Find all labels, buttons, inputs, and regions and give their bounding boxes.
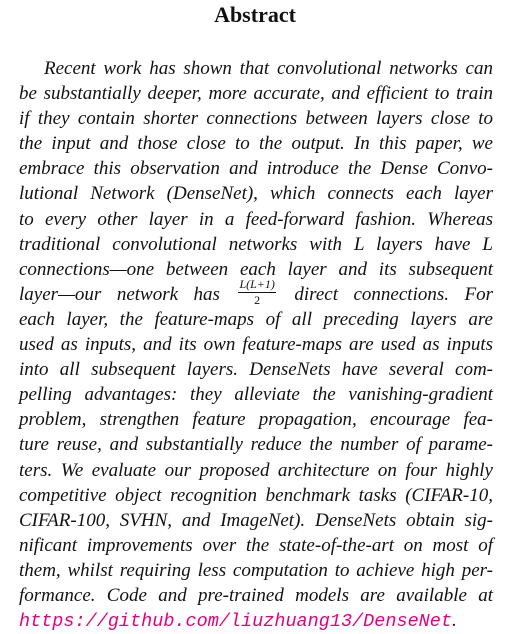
abstract-line: Recent work has shown that convolutional networks can xyxy=(44,58,493,79)
abstract-line: problem, strengthen feature propagation, encourage fea- xyxy=(19,409,493,431)
fraction-denominator: 2 xyxy=(254,292,261,307)
abstract-line: ture reuse, and substantially reduce the number of parame- xyxy=(19,434,493,456)
abstract-line: be substantially deeper, more accurate, and efficient to train xyxy=(19,83,493,105)
abstract-line-with-formula xyxy=(19,276,493,307)
abstract-line: nificant improvements over the state-of-the-art on most of xyxy=(19,534,493,556)
abstract-line: each layer, the feature-maps of all preceding layers are xyxy=(19,308,493,330)
abstract-line: embrace this observation and introduce the Dense Convo- xyxy=(19,158,493,180)
abstract-text-segment: direct connections. For xyxy=(294,283,493,305)
abstract-line: ters. We evaluate our proposed architecture on four highly xyxy=(19,459,493,481)
abstract-line: pelling advantages: they alleviate the vanishing-gradient xyxy=(19,384,493,406)
abstract-line: connections—one between each layer and its subsequent xyxy=(19,258,493,280)
abstract-line: used as inputs, and its own feature-maps are used as inputs xyxy=(19,334,493,356)
abstract-line: competitive object recognition benchmark tasks (CIFAR-10, xyxy=(19,484,493,506)
abstract-line: the input and those close to the output. In this paper, we xyxy=(19,133,493,155)
abstract-line: into all subsequent layers. DenseNets have several com- xyxy=(19,359,493,381)
abstract-text-segment: layer—our network has xyxy=(19,283,220,305)
abstract-line: if they contain shorter connections between layers close to xyxy=(19,108,493,130)
abstract-body xyxy=(19,56,493,633)
fraction-formula xyxy=(238,278,275,307)
code-repository-link[interactable]: https://github.com/liuzhuang13/DenseNet xyxy=(19,611,452,633)
abstract-line-url xyxy=(19,608,493,633)
abstract-line: lutional Network (DenseNet), which connects each layer xyxy=(19,183,493,205)
abstract-line: formance. Code and pre-trained models are available at xyxy=(19,584,493,606)
abstract-line: traditional convolutional networks with L layers have L xyxy=(19,233,493,255)
abstract-line: them, whilst requiring less computation to achieve high per- xyxy=(19,559,493,581)
sentence-period: . xyxy=(451,610,457,632)
abstract-line: CIFAR-100, SVHN, and ImageNet). DenseNets obtain sig- xyxy=(19,509,493,531)
abstract-line: to every other layer in a feed-forward fashion. Whereas xyxy=(19,208,493,230)
abstract-heading: Abstract xyxy=(214,2,296,27)
fraction-numerator: L(L+1) xyxy=(239,276,275,291)
